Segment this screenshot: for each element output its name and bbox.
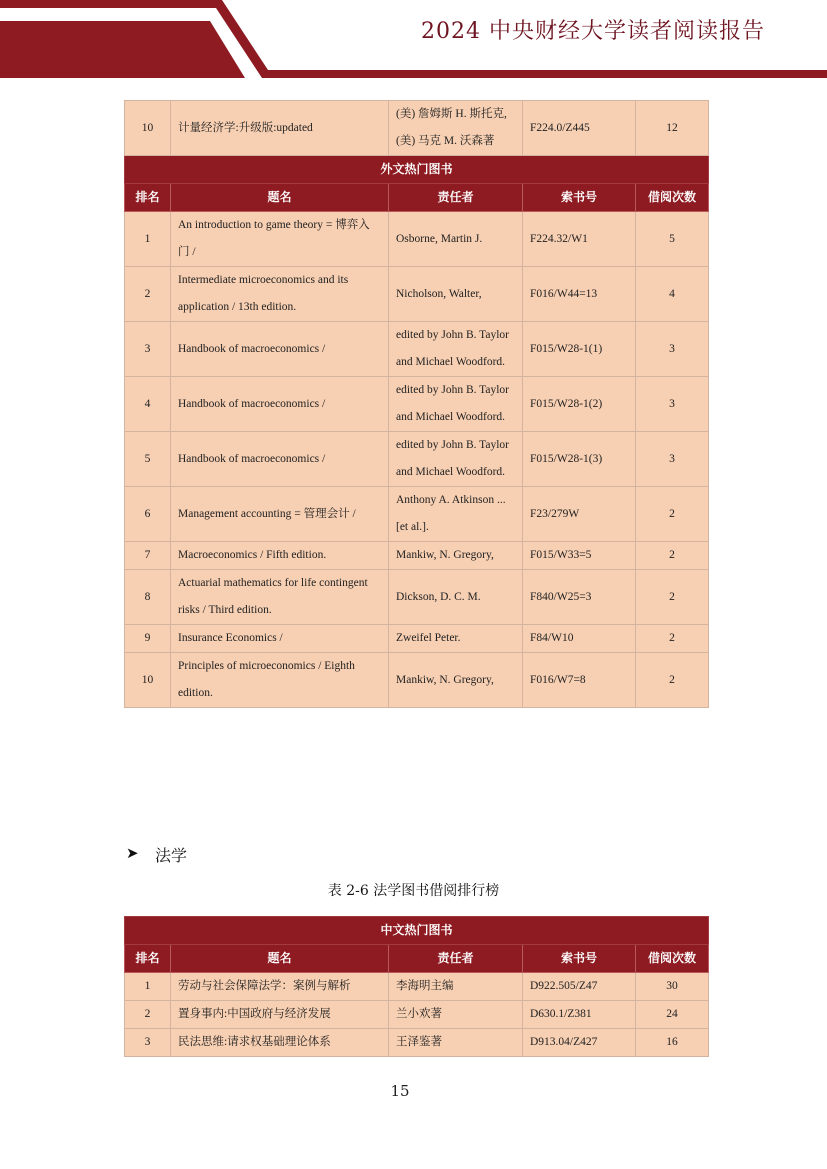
table-row xyxy=(125,322,709,377)
author-cell: 王泽鉴著 xyxy=(389,1029,523,1057)
count-cell: 5 xyxy=(636,212,709,267)
count-cell: 12 xyxy=(636,101,709,156)
header-row xyxy=(125,945,709,973)
call-number-cell: D913.04/Z427 xyxy=(523,1029,636,1057)
count-cell: 3 xyxy=(636,322,709,377)
table-row xyxy=(125,570,709,625)
call-number-cell: F016/W44=13 xyxy=(523,267,636,322)
column-header-rank: 排名 xyxy=(125,945,171,973)
call-number-cell: F840/W25=3 xyxy=(523,570,636,625)
column-header-call-number: 索书号 xyxy=(523,184,636,212)
author-cell: Mankiw, N. Gregory, xyxy=(389,653,523,708)
table-row xyxy=(125,625,709,653)
call-number-cell: F015/W28-1(2) xyxy=(523,377,636,432)
section-title: 中文热门图书 xyxy=(125,917,709,945)
table-row xyxy=(125,267,709,322)
table-row xyxy=(125,973,709,1001)
table-row xyxy=(125,212,709,267)
header-title: 2024 中央财经大学读者阅读报告 xyxy=(421,19,765,44)
rank-cell: 10 xyxy=(125,101,171,156)
column-header-count: 借阅次数 xyxy=(636,945,709,973)
title-cell: Principles of microeconomics / Eighth edition. xyxy=(171,653,389,708)
column-header-author: 责任者 xyxy=(389,184,523,212)
count-cell: 2 xyxy=(636,653,709,708)
call-number-cell: F015/W28-1(1) xyxy=(523,322,636,377)
rank-cell: 5 xyxy=(125,432,171,487)
call-number-cell: D630.1/Z381 xyxy=(523,1001,636,1029)
table-row xyxy=(125,542,709,570)
call-number-cell: F015/W33=5 xyxy=(523,542,636,570)
count-cell: 3 xyxy=(636,432,709,487)
count-cell: 2 xyxy=(636,487,709,542)
rank-cell: 1 xyxy=(125,973,171,1001)
author-cell: edited by John B. Taylor and Michael Woodford. xyxy=(389,377,523,432)
header-row xyxy=(125,184,709,212)
column-header-call-number: 索书号 xyxy=(523,945,636,973)
count-cell: 4 xyxy=(636,267,709,322)
author-cell: Zweifel Peter. xyxy=(389,625,523,653)
call-number-cell: F224.0/Z445 xyxy=(523,101,636,156)
table-row xyxy=(125,377,709,432)
rank-cell: 3 xyxy=(125,322,171,377)
section-row xyxy=(125,156,709,184)
table-row xyxy=(125,653,709,708)
column-header-rank: 排名 xyxy=(125,184,171,212)
title-cell: Management accounting = 管理会计 / xyxy=(171,487,389,542)
title-cell: 民法思维:请求权基础理论体系 xyxy=(171,1029,389,1057)
title-cell: 置身事内:中国政府与经济发展 xyxy=(171,1001,389,1029)
author-cell: edited by John B. Taylor and Michael Woodford. xyxy=(389,322,523,377)
author-cell: 兰小欢著 xyxy=(389,1001,523,1029)
title-cell: Handbook of macroeconomics / xyxy=(171,432,389,487)
column-header-title: 题名 xyxy=(171,184,389,212)
title-cell: Intermediate microeconomics and its application / 13th edition. xyxy=(171,267,389,322)
rank-cell: 3 xyxy=(125,1029,171,1057)
author-cell: 李海明主编 xyxy=(389,973,523,1001)
author-cell: Dickson, D. C. M. xyxy=(389,570,523,625)
author-cell: Nicholson, Walter, xyxy=(389,267,523,322)
author-cell: edited by John B. Taylor and Michael Woodford. xyxy=(389,432,523,487)
count-cell: 2 xyxy=(636,542,709,570)
page-number: 15 xyxy=(390,1082,410,1100)
rank-cell: 1 xyxy=(125,212,171,267)
rank-cell: 2 xyxy=(125,267,171,322)
count-cell: 16 xyxy=(636,1029,709,1057)
call-number-cell: F016/W7=8 xyxy=(523,653,636,708)
title-cell: 劳动与社会保障法学：案例与解析 xyxy=(171,973,389,1001)
column-header-author: 责任者 xyxy=(389,945,523,973)
call-number-cell: D922.505/Z47 xyxy=(523,973,636,1001)
rank-cell: 10 xyxy=(125,653,171,708)
title-cell: Handbook of macroeconomics / xyxy=(171,322,389,377)
author-cell: Mankiw, N. Gregory, xyxy=(389,542,523,570)
author-cell: Osborne, Martin J. xyxy=(389,212,523,267)
author-cell: Anthony A. Atkinson ...[et al.]. xyxy=(389,487,523,542)
table-row xyxy=(125,1029,709,1057)
title-cell: An introduction to game theory = 博弈入门 / xyxy=(171,212,389,267)
table-row xyxy=(125,101,709,156)
section-title: 外文热门图书 xyxy=(125,156,709,184)
arrowhead-right-icon: ➤ xyxy=(126,844,139,862)
title-cell: Actuarial mathematics for life contingent risks / Third edition. xyxy=(171,570,389,625)
call-number-cell: F84/W10 xyxy=(523,625,636,653)
economics-ranking-table xyxy=(124,100,709,708)
call-number-cell: F015/W28-1(3) xyxy=(523,432,636,487)
section-row xyxy=(125,917,709,945)
rank-cell: 7 xyxy=(125,542,171,570)
table-caption: 表 2-6 法学图书借阅排行榜 xyxy=(327,883,500,899)
rank-cell: 4 xyxy=(125,377,171,432)
title-cell: Handbook of macroeconomics / xyxy=(171,377,389,432)
title-cell: Macroeconomics / Fifth edition. xyxy=(171,542,389,570)
section-heading: 法学 xyxy=(155,846,188,865)
count-cell: 3 xyxy=(636,377,709,432)
count-cell: 2 xyxy=(636,625,709,653)
rank-cell: 9 xyxy=(125,625,171,653)
count-cell: 24 xyxy=(636,1001,709,1029)
foreign-books-body xyxy=(125,212,709,708)
table-row xyxy=(125,432,709,487)
count-cell: 30 xyxy=(636,973,709,1001)
table-row xyxy=(125,487,709,542)
rank-cell: 8 xyxy=(125,570,171,625)
column-header-count: 借阅次数 xyxy=(636,184,709,212)
call-number-cell: F224.32/W1 xyxy=(523,212,636,267)
author-cell: (美) 詹姆斯 H. 斯托克, (美) 马克 M. 沃森著 xyxy=(389,101,523,156)
call-number-cell: F23/279W xyxy=(523,487,636,542)
count-cell: 2 xyxy=(636,570,709,625)
law-ranking-table xyxy=(124,916,709,1057)
title-cell: Insurance Economics / xyxy=(171,625,389,653)
column-header-title: 题名 xyxy=(171,945,389,973)
rank-cell: 6 xyxy=(125,487,171,542)
rank-cell: 2 xyxy=(125,1001,171,1029)
title-cell: 计量经济学:升级版:updated xyxy=(171,101,389,156)
law-books-body xyxy=(125,973,709,1057)
table-row xyxy=(125,1001,709,1029)
